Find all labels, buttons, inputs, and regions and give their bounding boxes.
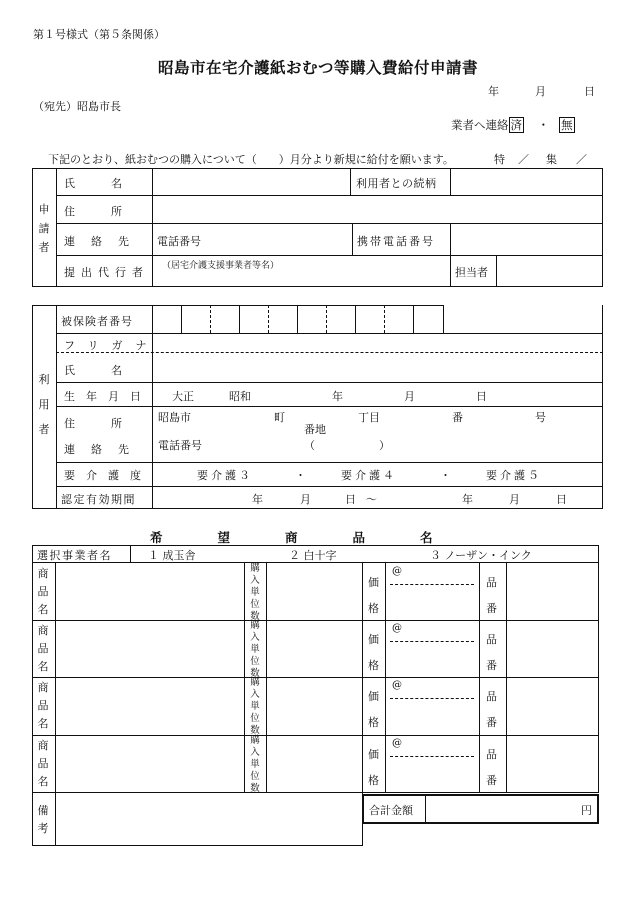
intro-pre: 下記のとおり、紙おむつの購入について（ [48,153,257,166]
intro-slash2: ／ [576,153,587,166]
products-heading: 希望商品名 [150,530,488,545]
vendor-option-3[interactable]: ３ ノーザン・インク [430,549,532,562]
total-label: 合計金額 [369,804,413,817]
dob-era1: 大正 [172,390,194,403]
unit-count-label-4: 購入単位数 [250,735,260,794]
addr-chome: 丁目 [358,411,380,424]
valid-from-month: 月 [300,493,311,506]
valid-from-day: 日 [345,493,356,506]
dob-month: 月 [404,390,415,403]
dob-day: 日 [476,390,487,403]
applicant-section-label: 申請者 [38,203,50,254]
insured-no-label: 被保険者番号 [61,315,133,328]
price-label-4: 価格 [368,748,379,787]
care-level-5[interactable]: 要介護５ [486,469,542,482]
user-phone-label: 電話番号 [158,439,202,452]
date-year: 年 [488,85,499,98]
furigana-label: フリガナ [64,339,160,352]
item-no-label-2: 品番 [486,633,497,672]
remarks-label: 備考 [37,804,49,835]
product-name-label-2: 商品名 [37,624,49,673]
care-level-4[interactable]: 要介護４ [341,469,397,482]
addr-go: 号 [535,411,546,424]
valid-tilde: 〜 [366,493,377,506]
vendor-label: 選択事業者名 [37,549,112,562]
applicant-staff-label: 担当者 [455,266,488,279]
dob-label: 生年月日 [64,390,152,403]
valid-period-label: 認定有効期間 [61,493,136,506]
user-section-label: 利用者 [38,373,50,436]
applicant-relation-label: 利用者との続柄 [356,177,437,190]
product-name-label-3: 商品名 [37,681,49,730]
form-title: 昭島市在宅介護紙おむつ等購入費給付申請書 [158,58,479,77]
care-level-3[interactable]: 要介護３ [197,469,253,482]
date-day: 日 [584,85,595,98]
item-no-label-1: 品番 [486,576,497,615]
intro-text [48,151,454,167]
price-at-3: @ [392,680,402,691]
intro-post: ）月分より新規に給付を願います。 [278,153,454,166]
user-phone-close: ） [379,439,390,452]
user-address-label: 住所 [64,417,158,430]
applicant-agent-note: （居宅介護支援事業者等名） [162,261,280,271]
price-label-3: 価格 [368,690,379,729]
dob-year: 年 [332,390,343,403]
applicant-phone-label: 電話番号 [157,235,201,248]
dob-era2: 昭和 [229,390,251,403]
applicant-agent-label: 提出代行者 [64,266,149,279]
unit-count-label-3: 購入単位数 [250,677,260,736]
applicant-name-label: 氏名 [64,177,158,190]
vendor-contact-none[interactable]: 無 [561,118,573,132]
valid-to-day: 日 [556,493,567,506]
intro-toku: 特 [494,153,505,166]
applicant-contact-label: 連絡先 [64,235,145,248]
item-no-label-3: 品番 [486,690,497,729]
addr-ban: 番 [452,411,463,424]
price-at-4: @ [392,738,402,749]
product-name-label-1: 商品名 [37,567,49,616]
unit-count-label-1: 購入単位数 [250,563,260,622]
vendor-option-1[interactable]: １ 成玉舎 [148,549,196,562]
vendor-contact [451,117,575,133]
intro-shu: 集 [546,153,557,166]
applicant-address-label: 住所 [64,205,158,218]
price-label-2: 価格 [368,633,379,672]
applicant-mobile-label: 携帯電話番号 [357,235,435,248]
price-at-1: @ [392,566,402,577]
care-level-label: 要介護度 [64,469,152,482]
vendor-contact-label: 業者へ連絡 [451,118,509,132]
price-at-2: @ [392,623,402,634]
form-number: 第１号様式（第５条関係） [33,28,165,41]
vendor-contact-done[interactable]: 済 [510,118,522,132]
user-phone-open: （ [304,439,315,452]
item-no-label-4: 品番 [486,748,497,787]
valid-to-year: 年 [462,493,473,506]
user-contact-label: 連絡先 [64,443,145,456]
vendor-option-2[interactable]: ２ 白十字 [289,549,337,562]
addressee: （宛先）昭島市長 [33,100,121,113]
price-label-1: 価格 [368,576,379,615]
addr-banchi: 番地 [304,423,326,436]
total-yen: 円 [581,804,592,817]
addr-town: 町 [274,411,285,424]
care-dot-1: ・ [295,469,306,482]
care-dot-2: ・ [440,469,451,482]
intro-slash1: ／ [518,153,529,166]
addr-city: 昭島市 [158,411,191,424]
valid-to-month: 月 [509,493,520,506]
unit-count-label-2: 購入単位数 [250,620,260,679]
user-name-label: 氏名 [64,364,158,377]
vendor-contact-dot: ・ [537,118,550,132]
valid-from-year: 年 [252,493,263,506]
date-month: 月 [535,85,546,98]
product-name-label-4: 商品名 [37,739,49,788]
